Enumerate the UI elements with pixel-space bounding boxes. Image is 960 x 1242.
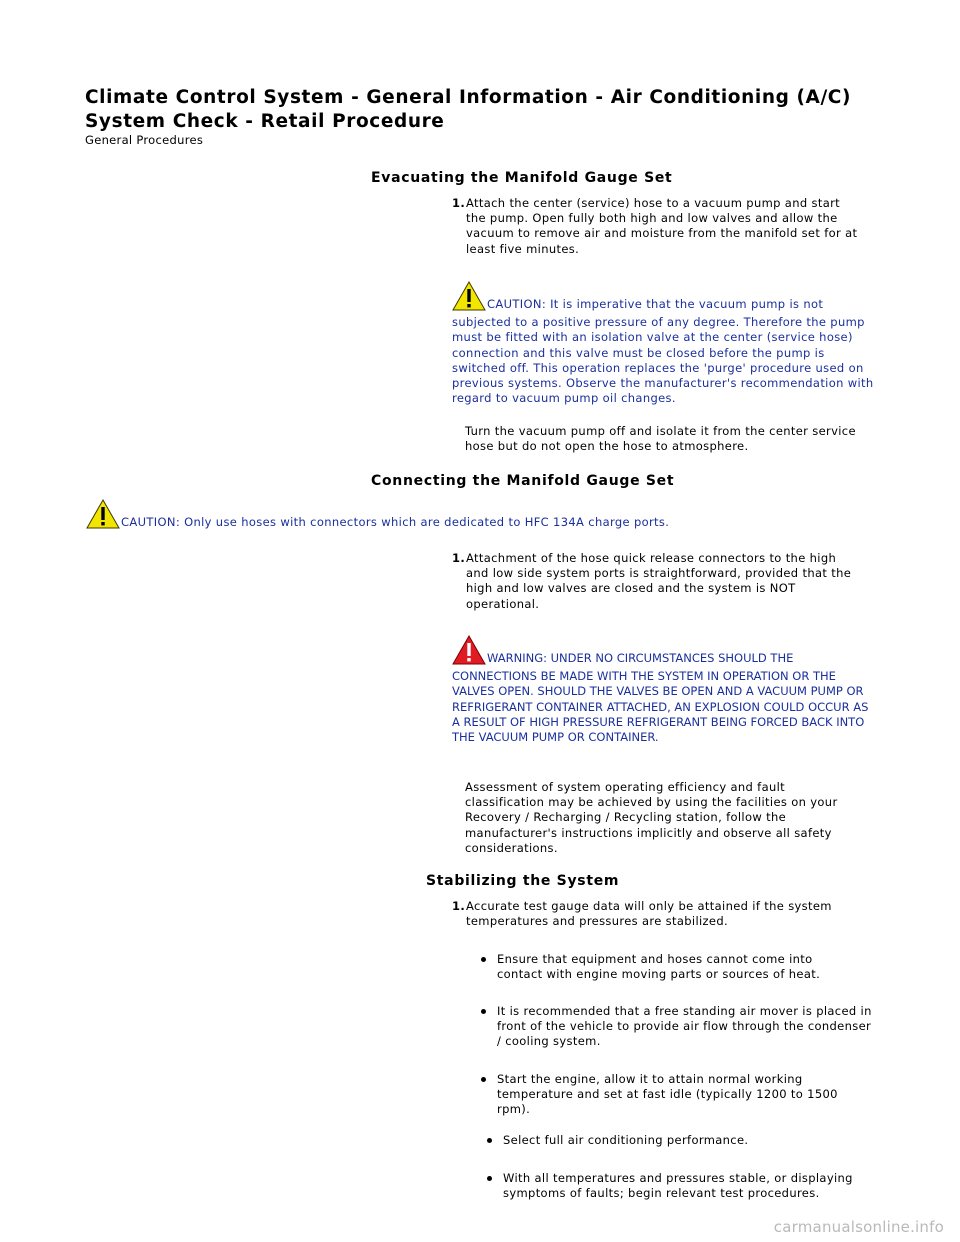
list-item: Start the engine, allow it to attain normal working temperature and set at fast idle (typically 1200 to 1500 rpm). (480, 1072, 860, 1118)
caution-text: CAUTION: It is imperative that the vacuum pump is not subjected to a positive pressure of any degree. Therefore the pump must be fitted with an isolation valve at the center (service hose) connection and this valve must be closed before the pump is switched off. This operation replaces the 'purge' procedure used on previous systems. Observe the manufacturer's recommendation with regard to vacuum pump oil changes. (452, 297, 874, 406)
step-text: Attach the center (service) hose to a vacuum pump and start the pump. Open fully both high and low valves and allow the vacuum to remove air and moisture from the manifold set for at least five minutes. (466, 196, 858, 256)
section-heading-stabilizing: Stabilizing the System (426, 873, 620, 889)
list-item: Ensure that equipment and hoses cannot come into contact with engine moving parts or sources of heat. (480, 952, 860, 982)
list-item: Select full air conditioning performance. (486, 1133, 866, 1148)
bullet-dot-icon (481, 957, 486, 962)
page-subtitle: General Procedures (85, 133, 204, 147)
connecting-note: Assessment of system operating efficiency and fault classification may be achieved by using the facilities on your Recovery / Recharging / Recycling station, follow the manufacturer's instructions implicitly and observe all safety considerations. (465, 780, 838, 855)
section-heading-evacuating: Evacuating the Manifold Gauge Set (371, 170, 673, 186)
bullet-dot-icon (487, 1176, 492, 1181)
bullet-dot-icon (481, 1009, 486, 1014)
evacuating-note: Turn the vacuum pump off and isolate it from the center service hose but do not open the hose to atmosphere. (465, 424, 856, 454)
section-heading-connecting: Connecting the Manifold Gauge Set (371, 473, 675, 489)
title-line-1: Climate Control System - General Information - Air Conditioning (A/C) (85, 87, 852, 108)
step-text: Attachment of the hose quick release connectors to the high and low side system ports is straightforward, provided that the high and low valves are closed and the system is NOT operational. (466, 551, 852, 611)
bullet-dot-icon (487, 1138, 492, 1143)
list-item: It is recommended that a free standing air mover is placed in front of the vehicle to provide air flow through the condenser / cooling system. (480, 1004, 875, 1050)
bullet-dot-icon (481, 1077, 486, 1082)
step-number: 1. (452, 551, 466, 565)
caution-text: CAUTION: Only use hoses with connectors which are dedicated to HFC 134A charge ports. (121, 515, 670, 529)
site-watermark: carmanualsonline.info (773, 1218, 944, 1236)
step-number: 1. (452, 196, 466, 210)
step-text: Accurate test gauge data will only be attained if the system temperatures and pressures are stabilized. (466, 899, 832, 929)
step-number: 1. (452, 899, 466, 913)
warning-text: WARNING: UNDER NO CIRCUMSTANCES SHOULD THE CONNECTIONS BE MADE WITH THE SYSTEM IN OPERATION OR THE VALVES OPEN. SHOULD THE VALVES BE OPEN AND A VACUUM PUMP OR REFRIGERANT CONTAINER ATTACHED, AN EXPLOSION COULD OCCUR AS A RESULT OF HIGH PRESSURE REFRIGERANT BEING FORCED BACK INTO THE VACUUM PUMP OR CONTAINER. (452, 651, 869, 745)
list-item: With all temperatures and pressures stable, or displaying symptoms of faults; begin relevant test procedures. (486, 1171, 876, 1201)
title-line-2: System Check - Retail Procedure (85, 111, 445, 132)
